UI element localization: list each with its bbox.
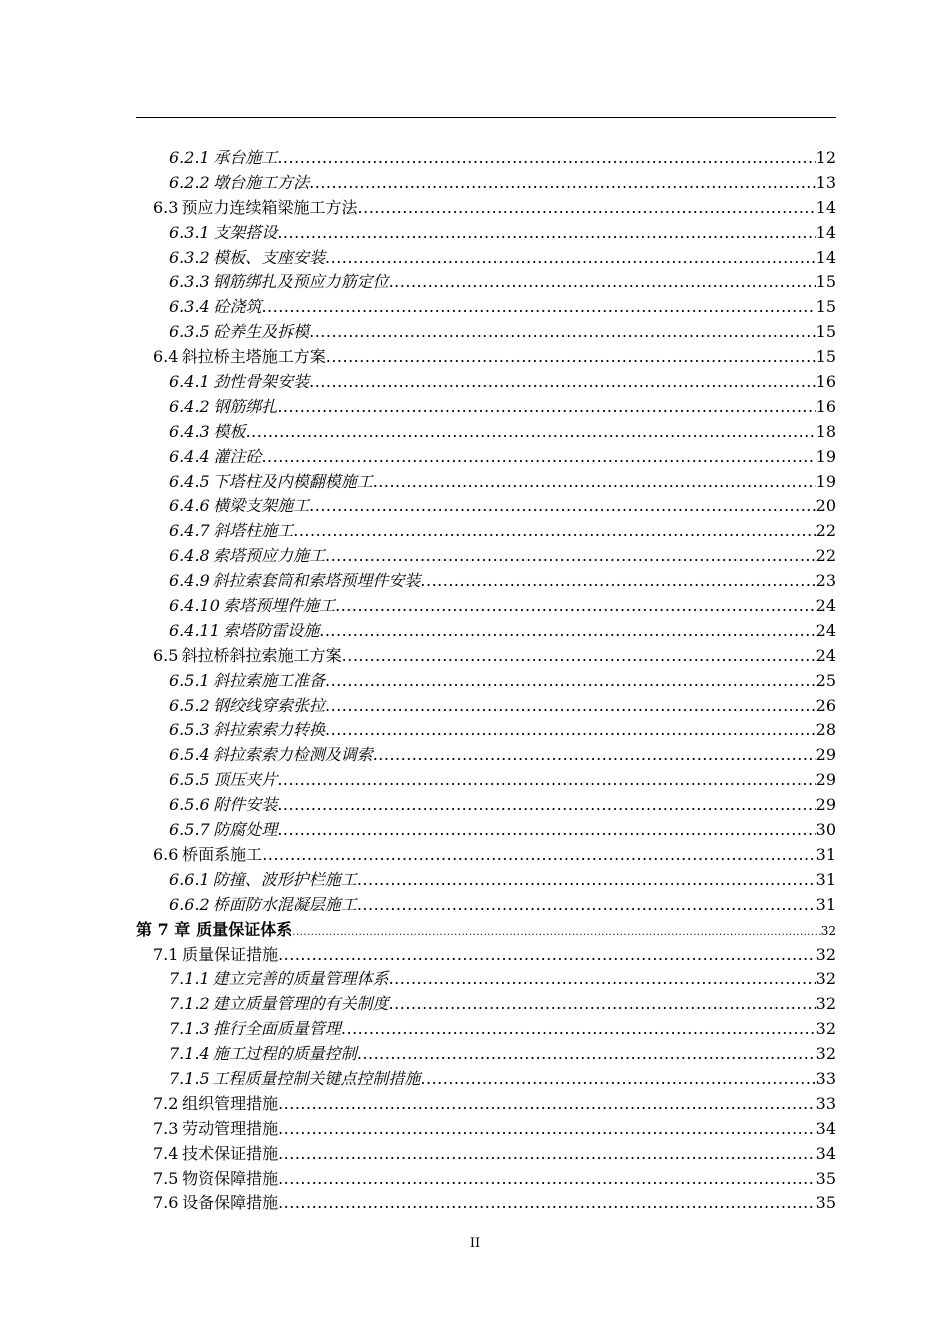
toc-entry-number: 6.5.2 bbox=[169, 695, 210, 715]
toc-entry-line bbox=[169, 992, 836, 1017]
toc-entry-line bbox=[169, 370, 836, 395]
toc-leader-dots bbox=[389, 270, 816, 295]
toc-entry-page: 22 bbox=[815, 546, 836, 566]
toc-entry-line bbox=[169, 519, 836, 544]
toc-entry[interactable] bbox=[0, 1092, 950, 1117]
toc-entry-title: 钢绞线穿索张拉 bbox=[213, 695, 326, 715]
toc-entry-line bbox=[169, 146, 836, 171]
toc-entry-page: 22 bbox=[815, 521, 836, 541]
toc-entry-number: 6.5.1 bbox=[169, 670, 210, 690]
toc-entry-page: 20 bbox=[815, 496, 836, 516]
toc-leader-dots bbox=[278, 943, 816, 968]
toc-entry-line bbox=[169, 445, 836, 470]
toc-entry[interactable] bbox=[0, 494, 950, 519]
toc-entry[interactable] bbox=[0, 718, 950, 743]
toc-entry-title: 斜拉桥主塔施工方案 bbox=[181, 347, 326, 367]
toc-entry-line bbox=[169, 494, 836, 519]
toc-entry-number: 6.3.3 bbox=[169, 272, 210, 292]
toc-entry[interactable] bbox=[0, 345, 950, 370]
toc-entry-line bbox=[136, 918, 836, 946]
toc-entry-number: 6.5.6 bbox=[169, 795, 210, 815]
toc-entry-line bbox=[153, 644, 836, 669]
toc-entry[interactable] bbox=[0, 644, 950, 669]
toc-entry-page: 19 bbox=[815, 471, 836, 491]
toc-entry-title: 防腐处理 bbox=[213, 820, 278, 840]
toc-entry-line bbox=[169, 967, 836, 992]
toc-entry-title: 劳动管理措施 bbox=[182, 1118, 279, 1138]
toc-entry-title: 索塔预埋件施工 bbox=[223, 596, 336, 616]
toc-entry[interactable] bbox=[0, 1167, 950, 1192]
toc-leader-dots bbox=[325, 718, 816, 743]
toc-leader-dots bbox=[389, 992, 816, 1017]
toc-entry-title: 质量保证体系 bbox=[196, 919, 293, 939]
toc-entry-title: 支架搭设 bbox=[213, 222, 278, 242]
toc-leader-dots bbox=[278, 1142, 816, 1167]
toc-entry-title: 斜塔柱施工 bbox=[213, 521, 294, 541]
toc-entry-line bbox=[169, 893, 836, 918]
toc-entry-number: 6.6.1 bbox=[169, 869, 210, 889]
toc-entry-title: 斜拉桥斜拉索施工方案 bbox=[181, 645, 342, 665]
toc-entry-title: 工程质量控制关键点控制措施 bbox=[212, 1068, 421, 1088]
toc-entry-page: 14 bbox=[815, 222, 836, 242]
toc-leader-dots bbox=[420, 569, 815, 594]
toc-entry-page: 24 bbox=[815, 596, 836, 616]
toc-leader-dots bbox=[277, 146, 815, 171]
toc-entry[interactable] bbox=[0, 196, 950, 221]
toc-entry-line bbox=[169, 395, 836, 420]
toc-entry-title: 桥面系施工 bbox=[182, 844, 263, 864]
toc-leader-dots bbox=[325, 694, 816, 719]
toc-entry[interactable] bbox=[0, 370, 950, 395]
toc-entry-line bbox=[169, 594, 836, 619]
toc-entry-line bbox=[169, 768, 836, 793]
toc-entry[interactable] bbox=[0, 793, 950, 818]
toc-entry-page: 16 bbox=[815, 396, 836, 416]
toc-entry-line bbox=[169, 818, 836, 843]
toc-entry-number: 6.4.1 bbox=[169, 372, 210, 392]
toc-entry-number: 6.4.9 bbox=[169, 571, 210, 591]
toc-entry-title: 预应力连续箱梁施工方法 bbox=[181, 197, 358, 217]
toc-entry-page: 35 bbox=[815, 1193, 836, 1213]
toc-entry-title: 砼养生及拆模 bbox=[213, 322, 310, 342]
toc-entry-page: 19 bbox=[815, 446, 836, 466]
toc-entry-title: 斜拉索套筒和索塔预埋件安装 bbox=[212, 571, 421, 591]
toc-leader-dots bbox=[261, 445, 815, 470]
toc-entry-number: 6.5.4 bbox=[169, 745, 210, 765]
toc-entry[interactable] bbox=[0, 818, 950, 843]
toc-leader-dots bbox=[309, 320, 816, 345]
toc-entry-line bbox=[169, 420, 836, 445]
toc-entry-page: 34 bbox=[815, 1118, 836, 1138]
toc-entry-number: 6.4.5 bbox=[169, 471, 210, 491]
toc-entry-page: 12 bbox=[815, 148, 836, 167]
toc-entry-title: 建立完善的质量管理体系 bbox=[212, 969, 389, 989]
toc-entry-number: 7.3 bbox=[153, 1118, 179, 1138]
toc-entry-page: 15 bbox=[815, 272, 836, 292]
toc-entry-page: 30 bbox=[815, 820, 836, 840]
toc-entry-line bbox=[169, 1067, 836, 1092]
toc-leader-dots bbox=[309, 370, 816, 395]
toc-entry[interactable] bbox=[0, 295, 950, 320]
toc-entry-page: 28 bbox=[815, 720, 836, 740]
toc-entry-line bbox=[153, 1167, 836, 1192]
toc-entry[interactable] bbox=[0, 146, 950, 171]
toc-entry-title: 劲性骨架安装 bbox=[213, 372, 310, 392]
toc-entry-title: 横梁支架施工 bbox=[213, 496, 310, 516]
toc-entry-number: 6.4.11 bbox=[169, 620, 220, 640]
toc-entry-page: 32 bbox=[815, 944, 836, 964]
toc-entry-number: 6.3.5 bbox=[169, 322, 210, 342]
toc-entry-page: 33 bbox=[815, 1068, 836, 1088]
toc-entry[interactable] bbox=[0, 221, 950, 246]
toc-entry-line bbox=[169, 743, 836, 768]
toc-entry[interactable] bbox=[0, 420, 950, 445]
toc-entry-line bbox=[169, 569, 836, 594]
toc-entry[interactable] bbox=[0, 171, 950, 196]
toc-entry-number: 6.4 bbox=[153, 347, 179, 367]
toc-entry-page: 32 bbox=[815, 1044, 836, 1064]
toc-entry-line bbox=[153, 1117, 836, 1142]
toc-leader-dots bbox=[278, 1167, 816, 1192]
toc-entry[interactable] bbox=[0, 943, 950, 968]
toc-entry-number: 6.5.3 bbox=[169, 720, 210, 740]
toc-entry-number: 7.2 bbox=[153, 1093, 179, 1113]
toc-entry-page: 29 bbox=[815, 795, 836, 815]
toc-entry-line bbox=[169, 246, 836, 271]
toc-entry-title: 物资保障措施 bbox=[182, 1168, 279, 1188]
toc-entry-title: 下塔柱及内模翻模施工 bbox=[212, 471, 373, 491]
toc-entry-number: 6.4.3 bbox=[169, 421, 210, 441]
toc-entry[interactable] bbox=[0, 1042, 950, 1067]
toc-leader-dots bbox=[277, 768, 815, 793]
toc-entry-page: 29 bbox=[815, 745, 836, 765]
toc-entry-number: 6.6.2 bbox=[169, 894, 210, 914]
toc-entry-line bbox=[169, 669, 836, 694]
toc-entry-line bbox=[169, 868, 836, 893]
toc-entry-title: 索塔预应力施工 bbox=[213, 546, 326, 566]
toc-entry-number: 6.4.7 bbox=[169, 521, 210, 541]
toc-entry-page: 35 bbox=[815, 1168, 836, 1188]
toc-entry-number: 7.1.1 bbox=[169, 969, 210, 989]
toc-entry[interactable] bbox=[0, 992, 950, 1017]
toc-entry[interactable] bbox=[0, 1067, 950, 1092]
toc-entry-number: 6.5 bbox=[153, 645, 179, 665]
toc-entry-page: 32 bbox=[820, 923, 836, 938]
toc-entry[interactable] bbox=[0, 893, 950, 918]
toc-entry-page: 34 bbox=[815, 1143, 836, 1163]
toc-leader-dots bbox=[325, 544, 816, 569]
toc-entry-line bbox=[169, 1042, 836, 1067]
toc-entry-line bbox=[169, 270, 836, 295]
toc-entry[interactable] bbox=[0, 1017, 950, 1042]
header-rule bbox=[136, 117, 836, 118]
toc-leader-dots bbox=[309, 171, 816, 196]
toc-entry-line bbox=[153, 943, 836, 968]
toc-entry-page: 32 bbox=[815, 994, 836, 1014]
toc-entry-number: 6.4.2 bbox=[169, 396, 210, 416]
toc-leader-dots bbox=[357, 893, 816, 918]
toc-entry[interactable] bbox=[0, 320, 950, 345]
toc-leader-dots bbox=[277, 793, 815, 818]
toc-entry-line bbox=[153, 1092, 836, 1117]
toc-entry[interactable] bbox=[0, 1117, 950, 1142]
toc-leader-dots bbox=[261, 295, 815, 320]
toc-entry-line bbox=[169, 171, 836, 196]
toc-entry-page: 23 bbox=[815, 571, 836, 591]
toc-entry[interactable] bbox=[0, 1191, 950, 1216]
toc-entry[interactable] bbox=[0, 395, 950, 420]
toc-leader-dots bbox=[309, 494, 816, 519]
toc-leader-dots bbox=[373, 743, 816, 768]
toc-entry-page: 31 bbox=[815, 869, 836, 889]
toc-entry-title: 灌注砼 bbox=[213, 446, 262, 466]
toc-entry-title: 顶压夹片 bbox=[213, 770, 278, 790]
toc-leader-dots bbox=[357, 868, 816, 893]
toc-entry-line bbox=[169, 1017, 836, 1042]
toc-entry-line bbox=[169, 221, 836, 246]
toc-entry-number: 6.4.6 bbox=[169, 496, 210, 516]
toc-entry-title: 承台施工 bbox=[213, 148, 278, 167]
toc-leader-dots bbox=[278, 1191, 816, 1216]
toc-entry[interactable] bbox=[0, 470, 950, 495]
toc-leader-dots bbox=[342, 644, 816, 669]
toc-entry[interactable] bbox=[0, 569, 950, 594]
toc-entry[interactable] bbox=[0, 519, 950, 544]
toc-entry[interactable] bbox=[0, 1142, 950, 1167]
toc-entry-page: 14 bbox=[815, 247, 836, 267]
toc-entry-number: 6.4.10 bbox=[169, 596, 220, 616]
toc-entry-page: 18 bbox=[815, 421, 836, 441]
toc-entry-number: 6.4.4 bbox=[169, 446, 210, 466]
toc-entry-number: 6.4.8 bbox=[169, 546, 210, 566]
toc-entry-line bbox=[153, 843, 836, 868]
toc-entry-page: 31 bbox=[815, 844, 836, 864]
toc-entry-title: 索塔防雷设施 bbox=[223, 620, 320, 640]
toc-entry-title: 模板 bbox=[213, 421, 246, 441]
toc-entry-number: 7.1.4 bbox=[169, 1044, 210, 1064]
toc-entry[interactable] bbox=[0, 594, 950, 619]
toc-entry-title: 砼浇筑 bbox=[213, 297, 262, 317]
toc-leader-dots bbox=[389, 967, 816, 992]
toc-entry-number: 6.5.7 bbox=[169, 820, 210, 840]
toc-entry-page: 26 bbox=[815, 695, 836, 715]
toc-entry-title: 模板、支座安装 bbox=[213, 247, 326, 267]
toc-entry-title: 技术保证措施 bbox=[182, 1143, 279, 1163]
toc-entry[interactable] bbox=[0, 967, 950, 992]
toc-leader-dots bbox=[357, 1042, 816, 1067]
toc-entry-line bbox=[169, 793, 836, 818]
toc-entry-number: 6.2.1 bbox=[169, 148, 210, 167]
toc-entry-page: 32 bbox=[815, 1019, 836, 1039]
toc-entry-title: 设备保障措施 bbox=[182, 1193, 279, 1213]
toc-entry-number: 7.1.5 bbox=[169, 1068, 210, 1088]
toc-entry-title: 钢筋绑扎 bbox=[213, 396, 278, 416]
toc-entry-title: 斜拉索索力检测及调索 bbox=[212, 745, 373, 765]
toc-entry[interactable] bbox=[0, 619, 950, 644]
toc-entry-page: 15 bbox=[815, 347, 836, 367]
toc-leader-dots bbox=[358, 196, 816, 221]
toc-leader-dots bbox=[278, 1117, 816, 1142]
toc-entry-number: 6.3 bbox=[153, 197, 179, 217]
toc-entry-page: 13 bbox=[815, 172, 836, 192]
toc-entry-number: 7.5 bbox=[153, 1168, 179, 1188]
toc-entry[interactable] bbox=[0, 669, 950, 694]
toc-entry-page: 24 bbox=[815, 645, 836, 665]
toc-entry-number: 6.5.5 bbox=[169, 770, 210, 790]
toc-entry-page: 15 bbox=[815, 297, 836, 317]
toc-entry[interactable] bbox=[0, 868, 950, 893]
toc-leader-dots bbox=[262, 843, 815, 868]
toc-leader-dots bbox=[341, 1017, 816, 1042]
toc-entry-page: 24 bbox=[815, 620, 836, 640]
toc-entry-title: 防撞、波形护栏施工 bbox=[212, 869, 357, 889]
toc-leader-dots bbox=[278, 1092, 816, 1117]
toc-entry[interactable] bbox=[0, 445, 950, 470]
toc-entry-number: 6.3.2 bbox=[169, 247, 210, 267]
toc-entry-line bbox=[169, 544, 836, 569]
toc-entry-page: 25 bbox=[815, 670, 836, 690]
toc-entry-line bbox=[153, 1191, 836, 1216]
toc-entry-line bbox=[169, 694, 836, 719]
toc-entry-page: 15 bbox=[815, 322, 836, 342]
toc-entry-number: 第 7 章 bbox=[136, 919, 191, 939]
toc-entry-number: 6.2.2 bbox=[169, 172, 210, 192]
toc-entry[interactable] bbox=[0, 270, 950, 295]
toc-leader-dots bbox=[277, 221, 815, 246]
toc-entry-number: 6.6 bbox=[153, 844, 179, 864]
toc-entry-line bbox=[153, 1142, 836, 1167]
toc-entry-line bbox=[169, 320, 836, 345]
toc-entry[interactable] bbox=[0, 246, 950, 271]
toc-entry-page: 16 bbox=[815, 372, 836, 392]
toc-leader-dots bbox=[246, 420, 816, 445]
toc-entry[interactable] bbox=[0, 694, 950, 719]
toc-entry-page: 14 bbox=[815, 197, 836, 217]
toc-entry-page: 31 bbox=[815, 894, 836, 914]
page-number: II bbox=[469, 1236, 481, 1251]
toc-leader-dots bbox=[373, 470, 816, 495]
toc-leader-dots bbox=[325, 669, 816, 694]
toc-entry-page: 29 bbox=[815, 770, 836, 790]
toc-entry-line bbox=[153, 345, 836, 370]
toc-entry-page: 32 bbox=[815, 969, 836, 989]
table-of-contents bbox=[0, 146, 950, 1216]
toc-entry-title: 质量保证措施 bbox=[182, 944, 279, 964]
toc-entry-number: 6.3.1 bbox=[169, 222, 210, 242]
toc-leader-dots bbox=[277, 818, 815, 843]
toc-leader-dots bbox=[420, 1067, 815, 1092]
toc-entry-number: 7.1 bbox=[153, 944, 179, 964]
toc-entry-number: 7.1.3 bbox=[169, 1019, 210, 1039]
toc-leader-dots bbox=[325, 246, 816, 271]
toc-entry-title: 桥面防水混凝层施工 bbox=[212, 894, 357, 914]
toc-entry-title: 钢筋绑扎及预应力筋定位 bbox=[212, 272, 389, 292]
toc-entry-number: 7.6 bbox=[153, 1193, 179, 1213]
toc-entry[interactable] bbox=[0, 544, 950, 569]
toc-entry-line bbox=[169, 295, 836, 320]
toc-entry-page: 33 bbox=[815, 1093, 836, 1113]
toc-entry-number: 7.1.2 bbox=[169, 994, 210, 1014]
toc-entry-line bbox=[169, 619, 836, 644]
toc-leader-dots bbox=[319, 619, 815, 644]
toc-entry-title: 斜拉索施工准备 bbox=[213, 670, 326, 690]
toc-leader-dots bbox=[335, 594, 816, 619]
toc-entry-title: 推行全面质量管理 bbox=[212, 1019, 341, 1039]
toc-entry-title: 施工过程的质量控制 bbox=[212, 1044, 357, 1064]
toc-entry-title: 组织管理措施 bbox=[182, 1093, 279, 1113]
toc-leader-dots bbox=[326, 345, 816, 370]
toc-entry-line bbox=[169, 718, 836, 743]
toc-entry-title: 附件安装 bbox=[213, 795, 278, 815]
toc-entry[interactable] bbox=[0, 768, 950, 793]
toc-entry-line bbox=[169, 470, 836, 495]
toc-entry[interactable] bbox=[0, 743, 950, 768]
toc-entry-title: 建立质量管理的有关制度 bbox=[212, 994, 389, 1014]
toc-entry-number: 7.4 bbox=[153, 1143, 179, 1163]
toc-leader-dots bbox=[277, 395, 815, 420]
toc-entry-number: 6.3.4 bbox=[169, 297, 210, 317]
toc-entry-line bbox=[153, 196, 836, 221]
toc-entry[interactable] bbox=[0, 843, 950, 868]
toc-entry-title: 斜拉索索力转换 bbox=[213, 720, 326, 740]
toc-entry[interactable] bbox=[0, 918, 950, 943]
toc-leader-dots bbox=[293, 519, 815, 544]
toc-entry-title: 墩台施工方法 bbox=[213, 172, 310, 192]
